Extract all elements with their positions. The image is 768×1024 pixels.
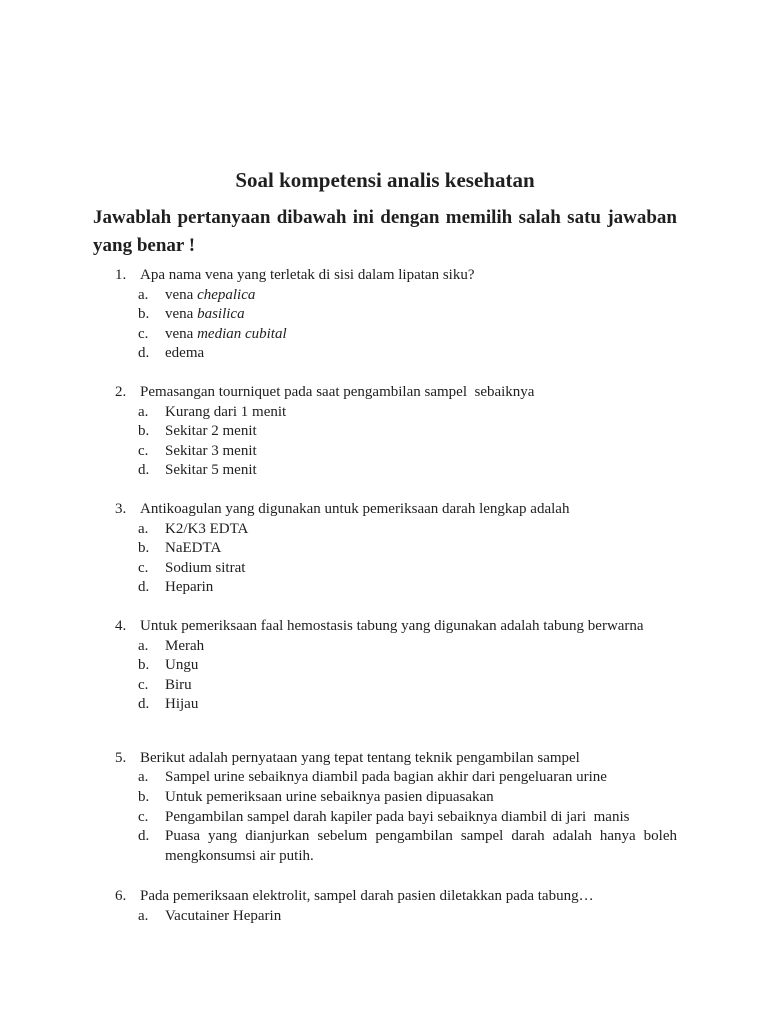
option-text bbox=[165, 827, 677, 866]
question-number: 4. bbox=[115, 617, 127, 634]
question-number: 5. bbox=[115, 749, 127, 766]
question-row bbox=[93, 749, 677, 769]
option-letter: c. bbox=[138, 325, 149, 342]
option-text: Merah bbox=[165, 637, 205, 654]
option-letter: a. bbox=[138, 908, 149, 925]
option-row bbox=[93, 539, 677, 559]
question-item bbox=[93, 500, 677, 598]
option-text: Biru bbox=[165, 676, 192, 693]
option-letter: d. bbox=[138, 828, 150, 845]
option-row bbox=[93, 325, 677, 345]
question-number: 3. bbox=[115, 500, 127, 517]
option-row bbox=[93, 305, 677, 325]
option-row bbox=[93, 520, 677, 540]
option-text: edema bbox=[165, 345, 205, 362]
option-row bbox=[93, 286, 677, 306]
question-row bbox=[93, 266, 677, 286]
option-text-italic: basilica bbox=[197, 306, 245, 323]
question-item bbox=[93, 266, 677, 364]
option-text: Sampel urine sebaiknya diambil pada bagian akhir dari pengeluaran urine bbox=[165, 769, 607, 786]
question-text: Apa nama vena yang terletak di sisi dalam lipatan siku? bbox=[140, 267, 475, 283]
instruction bbox=[93, 204, 677, 260]
option-text: Untuk pemeriksaan urine sebaiknya pasien dipuasakan bbox=[165, 789, 494, 806]
option-row bbox=[93, 827, 677, 866]
option-text-italic: chepalica bbox=[197, 286, 256, 303]
option-text bbox=[165, 325, 677, 345]
question-number: 2. bbox=[115, 383, 127, 400]
question-text: Berikut adalah pernyataan yang tepat tentang teknik pengambilan sampel bbox=[140, 749, 580, 766]
question-item bbox=[93, 383, 677, 481]
option-text bbox=[165, 286, 677, 306]
option-text bbox=[165, 305, 677, 325]
option-text-plain: vena bbox=[165, 286, 198, 303]
option-letter: a. bbox=[138, 403, 149, 420]
question-text: Pada pemeriksaan elektrolit, sampel darah pasien diletakkan pada tabung… bbox=[140, 888, 594, 905]
option-row bbox=[93, 442, 677, 462]
option-row bbox=[93, 461, 677, 481]
option-row bbox=[93, 344, 677, 364]
option-text-plain: vena bbox=[165, 325, 198, 342]
option-letter: c. bbox=[138, 559, 149, 576]
option-text: Heparin bbox=[165, 579, 214, 596]
option-text: Sekitar 2 menit bbox=[165, 423, 257, 440]
question-text: Pemasangan tourniquet pada saat pengambilan sampel sebaiknya bbox=[140, 383, 535, 400]
question-row bbox=[93, 383, 677, 403]
option-letter: a. bbox=[138, 520, 149, 537]
option-text: Vacutainer Heparin bbox=[165, 908, 282, 925]
option-letter: a. bbox=[138, 637, 149, 654]
option-letter: d. bbox=[138, 345, 150, 362]
option-text: Sodium sitrat bbox=[165, 559, 246, 576]
option-text-plain: vena bbox=[165, 306, 198, 323]
option-text: NaEDTA bbox=[165, 540, 222, 557]
option-text-italic: median cubital bbox=[197, 325, 287, 342]
option-letter: b. bbox=[138, 306, 150, 323]
option-text: Sekitar 5 menit bbox=[165, 462, 257, 479]
instruction-line: yang benar ! bbox=[93, 235, 196, 256]
option-row bbox=[93, 808, 677, 828]
option-row bbox=[93, 656, 677, 676]
question-item bbox=[93, 617, 677, 715]
option-letter: c. bbox=[138, 808, 149, 825]
option-row bbox=[93, 403, 677, 423]
option-row bbox=[93, 578, 677, 598]
option-letter: c. bbox=[138, 676, 149, 693]
option-letter: a. bbox=[138, 286, 149, 303]
question-item bbox=[93, 887, 677, 926]
option-letter: d. bbox=[138, 696, 150, 713]
option-row bbox=[93, 695, 677, 715]
option-row bbox=[93, 637, 677, 657]
option-row bbox=[93, 559, 677, 579]
question-number: 6. bbox=[115, 888, 127, 905]
option-letter: c. bbox=[138, 442, 149, 459]
instruction-line: Jawablah pertanyaan dibawah ini dengan memilih salah satu jawaban bbox=[93, 207, 677, 228]
option-text: Pengambilan sampel darah kapiler pada bayi sebaiknya diambil di jari manis bbox=[165, 808, 630, 825]
option-row bbox=[93, 768, 677, 788]
question-text: Antikoagulan yang digunakan untuk pemeriksaan darah lengkap adalah bbox=[140, 500, 570, 517]
option-letter: b. bbox=[138, 657, 150, 674]
option-row bbox=[93, 422, 677, 442]
option-text-line: Puasa yang dianjurkan sebelum pengambilan sampel darah adalah hanya boleh bbox=[165, 828, 677, 845]
option-row bbox=[93, 907, 677, 927]
option-row bbox=[93, 676, 677, 696]
option-text: Ungu bbox=[165, 657, 199, 674]
option-letter: a. bbox=[138, 769, 149, 786]
option-letter: b. bbox=[138, 540, 150, 557]
option-letter: b. bbox=[138, 423, 150, 440]
option-text: Hijau bbox=[165, 696, 199, 713]
option-letter: b. bbox=[138, 789, 150, 806]
option-row bbox=[93, 788, 677, 808]
option-text: Sekitar 3 menit bbox=[165, 442, 257, 459]
option-text: Kurang dari 1 menit bbox=[165, 403, 287, 420]
document-title: Soal kompetensi analis kesehatan bbox=[235, 168, 535, 192]
question-text: Untuk pemeriksaan faal hemostasis tabung yang digunakan adalah tabung berwarna bbox=[140, 617, 644, 634]
option-letter: d. bbox=[138, 579, 150, 596]
question-number: 1. bbox=[115, 267, 127, 283]
question-row bbox=[93, 617, 677, 637]
question-item bbox=[93, 749, 677, 867]
question-list bbox=[93, 266, 677, 927]
question-row bbox=[93, 500, 677, 520]
option-text: K2/K3 EDTA bbox=[165, 520, 249, 537]
option-letter: d. bbox=[138, 462, 150, 479]
option-text-line: mengkonsumsi air putih. bbox=[165, 847, 314, 864]
question-row bbox=[93, 887, 677, 907]
